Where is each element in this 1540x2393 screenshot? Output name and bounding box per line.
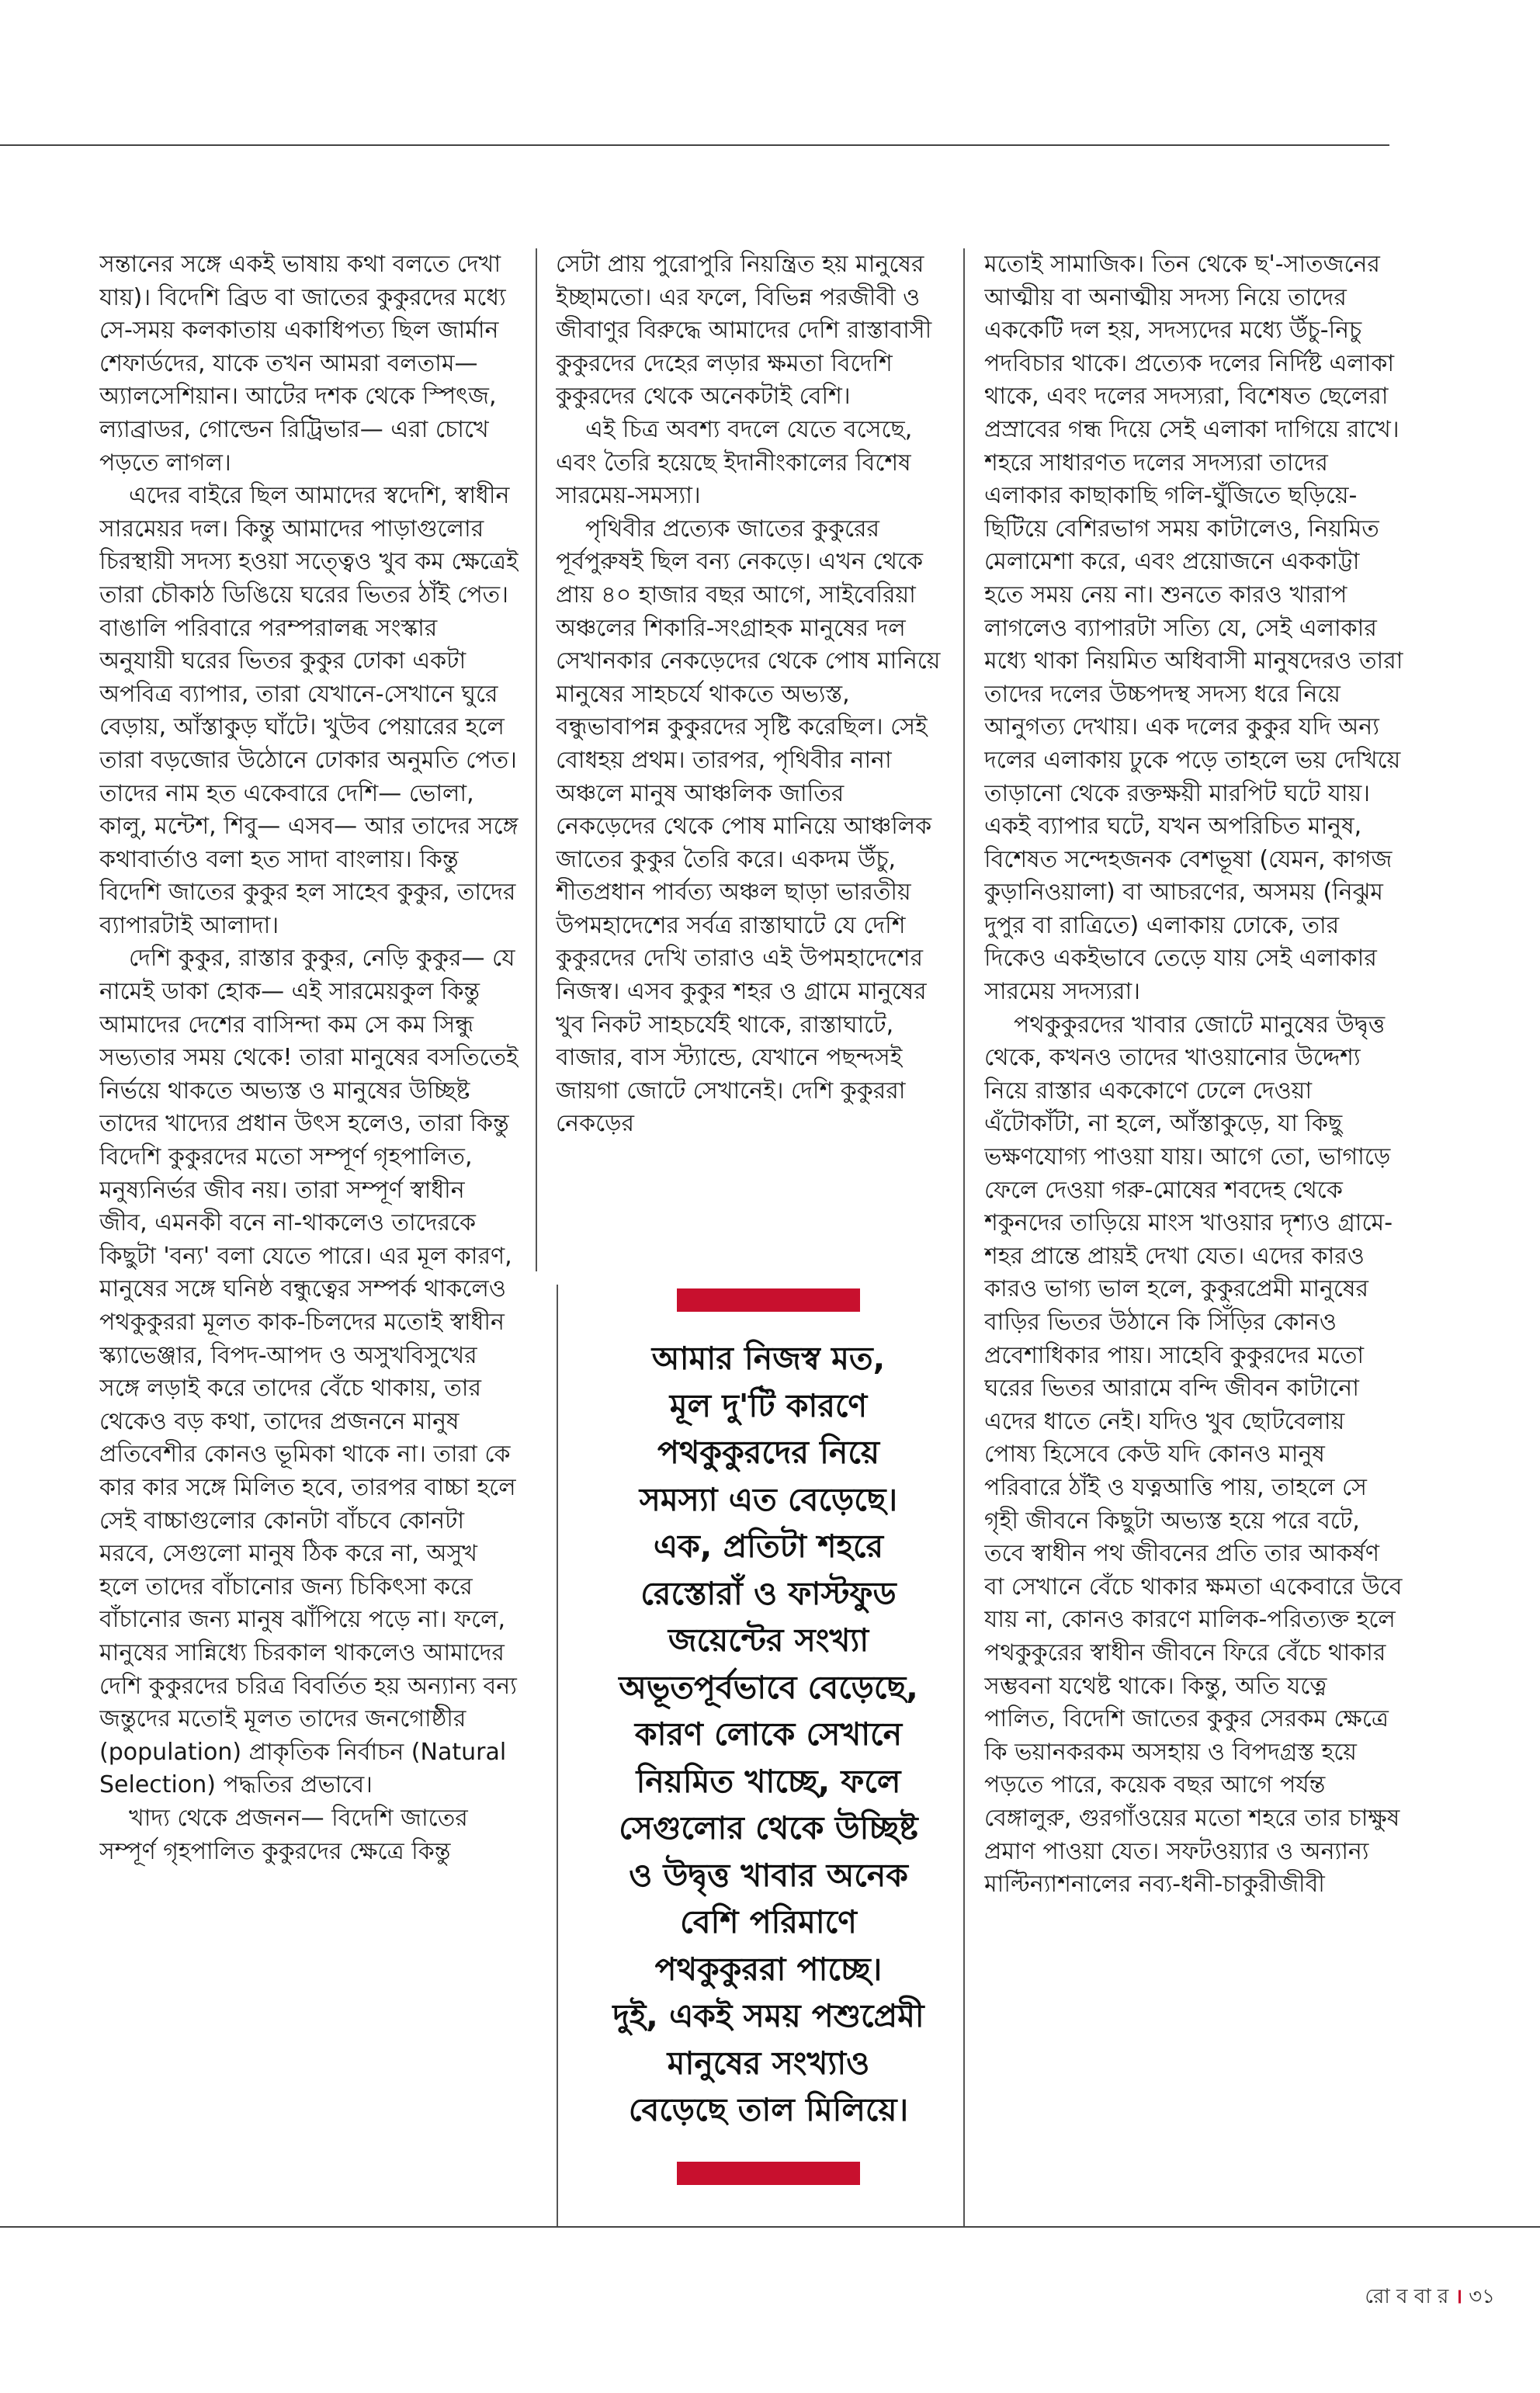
pull-quote-line: আমার নিজস্ব মত,	[651, 1340, 886, 1377]
pull-quote-line: দুই, একই সময় পশুপ্রেমী	[612, 1997, 924, 2034]
pull-quote-line: পথকুকুররা পাচ্ছে।	[654, 1950, 883, 1988]
pull-quote-bottom-bar	[677, 2162, 860, 2185]
pull-quote-line: কারণ লোকে সেখানে	[634, 1715, 903, 1753]
paragraph: সন্তানের সঙ্গে একই ভাষায় কথা বলতে দেখা যায়)। বিদেশি ব্রিড বা জাতের কুকুরদের মধ্যে সে-সময় কলকাতায় একাধিপত্য ছিল জার্মান শেফার্ডদের, যাকে তখন আমরা বলতাম— অ্যালসেশিয়ান। আটের দশক থেকে স্পিৎজ, ল্যাব্রাডর, গোল্ডেন রিট্রিভার— এরা চোখে পড়তে লাগল।	[99, 251, 506, 477]
pull-quote-line: সমস্যা এত বেড়েছে।	[639, 1480, 898, 1518]
paragraph: দেশি কুকুর, রাস্তার কুকুর, নেড়ি কুকুর— যে নামেই ডাকা হোক— এই সারমেয়কুল কিন্তু আমাদের দেশের বাসিন্দা কম সে কম সিন্ধু সভ্যতার সময় থেকে! তারা মানুষের বসতিতেই নির্ভয়ে থাকতে অভ্যস্ত ও মানুষের উচ্ছিষ্ট তাদের খাদ্যের প্রধান উৎস হলেও, তারা কিন্তু বিদেশি কুকুরদের মতো সম্পূর্ণ গৃহপালিত, মনুষ্যনির্ভর জীব নয়। তারা সম্পূর্ণ স্বাধীন জীব, এমনকী বনে না-থাকলেও তাদেরকে কিছুটা 'বন্য' বলা যেতে পারে। এর মূল কারণ, মানুষের সঙ্গে ঘনিষ্ঠ বন্ধুত্বের সম্পর্ক থাকলেও পথকুকুররা মূলত কাক-চিলদের মতোই স্বাধীন স্ক্যাভেঞ্জার, বিপদ-আপদ ও অসুখবিসুখের সঙ্গে লড়াই করে তাদের বেঁচে থাকায়, তার থেকেও বড় কথা, তাদের প্রজননে মানুষ প্রতিবেশীর কোনও ভূমিকা থাকে না। তারা কে কার কার সঙ্গে মিলিত হবে, তারপর বাচ্চা হলে সেই বাচ্চাগুলোর কোনটা বাঁচবে কোনটা মরবে, সেগুলো মানুষ ঠিক করে না, অসুখ হলে তাদের বাঁচানোর জন্য চিকিৎসা করে বাঁচানোর জন্য মানুষ ঝাঁপিয়ে পড়ে না। ফলে, মানুষের সান্নিধ্যে চিরকাল থাকলেও আমাদের দেশি কুকুরদের চরিত্র বিবর্তিত হয় অন্যান্য বন্য জন্তুদের মতোই মূলত তাদের জনগোষ্ঠীর (population) প্রাকৃতিক নির্বাচন (Natural Selection) পদ্ধতির প্রভাবে।	[99, 945, 519, 1799]
pull-quote-line: মূল দু'টি কারণে	[669, 1386, 868, 1424]
magazine-name: রো ব বা র	[1365, 2285, 1449, 2308]
article-column-2	[556, 248, 944, 1257]
paragraph: এদের বাইরে ছিল আমাদের স্বদেশি, স্বাধীন সারমেয়র দল। কিন্তু আমাদের পাড়াগুলোর চিরস্থায়ী সদস্য হওয়া সত্ত্বেও খুব কম ক্ষেত্রেই তারা চৌকাঠ ডিঙিয়ে ঘরের ভিতর ঠাঁই পেত। বাঙালি পরিবারে পরম্পরালব্ধ সংস্কার অনুযায়ী ঘরের ভিতর কুকুর ঢোকা একটা অপবিত্র ব্যাপার, তারা যেখানে-সেখানে ঘুরে বেড়ায়, আঁস্তাকুড় ঘাঁটে। খুউব পেয়ারের হলে তারা বড়জোর উঠোনে ঢোকার অনুমতি পেত। তাদের নাম হত একেবারে দেশি— ভোলা, কালু, মন্টেশ, শিবু— এসব— আর তাদের সঙ্গে কথাবার্তাও বলা হত সাদা বাংলায়। কিন্তু বিদেশি জাতের কুকুর হল সাহেব কুকুর, তাদের ব্যাপারটাই আলাদা।	[99, 482, 519, 939]
article-column-1	[99, 248, 519, 2204]
pull-quote-line: ও উদ্বৃত্ত খাবার অনেক	[629, 1856, 908, 1894]
bottom-rule	[0, 2226, 1540, 2228]
pull-quote-line: অভূতপূর্বভাবে বেড়েছে,	[619, 1668, 918, 1706]
column-separator-left-lower	[557, 1285, 558, 2226]
pull-quote-line: নিয়মিত খাচ্ছে, ফলে	[636, 1762, 901, 1800]
pull-quote-line: মানুষের সংখ্যাও	[667, 2044, 870, 2082]
paragraph: মতোই সামাজিক। তিন থেকে ছ'-সাতজনের আত্মীয় বা অনাত্মীয় সদস্য নিয়ে তাদের এককেটি দল হয়, সদস্যদের মধ্যে উঁচু-নিচু পদবিচার থাকে। প্রত্যেক দলের নির্দিষ্ট এলাকা থাকে, এবং দলের সদস্যরা, বিশেষত ছেলেরা প্রস্রাবের গন্ধ দিয়ে সেই এলাকা দাগিয়ে রাখে। শহরে সাধারণত দলের সদস্যরা তাদের এলাকার কাছাকাছি গলি-ঘুঁজিতে ছড়িয়ে-ছিটিয়ে বেশিরভাগ সময় কাটালেও, নিয়মিত মেলামেশা করে, এবং প্রয়োজনে এককাট্টা হতে সময় নেয় না। শুনতে কারও খারাপ লাগলেও ব্যাপারটা সত্যি যে, সেই এলাকার মধ্যে থাকা নিয়মিত অধিবাসী মানুষদেরও তারা তাদের দলের উচ্চপদস্থ সদস্য ধরে নিয়ে আনুগত্য দেখায়। এক দলের কুকুর যদি অন্য দলের এলাকায় ঢুকে পড়ে তাহলে ভয় দেখিয়ে তাড়ানো থেকে রক্তক্ষয়ী মারপিট ঘটে যায়। একই ব্যাপার ঘটে, যখন অপরিচিত মানুষ, বিশেষত সন্দেহজনক বেশভূষা (যেমন, কাগজ কুড়ানিওয়ালা) বা আচরণের, অসময় (নিঝুম দুপুর বা রাত্রিতে) এলাকায় ঢোকে, তার দিকেও একইভাবে তেড়ে যায় সেই এলাকার সারমেয় সদস্যরা।	[984, 251, 1403, 1006]
pull-quote-top-bar	[677, 1288, 860, 1312]
page-number: ৩১	[1469, 2285, 1495, 2308]
paragraph: সেটা প্রায় পুরোপুরি নিয়ন্ত্রিত হয় মানুষের ইচ্ছামতো। এর ফলে, বিভিন্ন পরজীবী ও জীবাণুর বিরুদ্ধে আমাদের দেশি রাস্তাবাসী কুকুরদের দেহের লড়ার ক্ষমতা বিদেশি কুকুরদের থেকে অনেকটাই বেশি।	[556, 251, 932, 411]
paragraph: পথকুকুরদের খাবার জোটে মানুষের উদ্বৃত্ত থেকে, কখনও তাদের খাওয়ানোর উদ্দেশ্য নিয়ে রাস্তার এককোণে ঢেলে দেওয়া এঁটোকাঁটা, না হলে, আঁস্তাকুড়ে, যা কিছু ভক্ষণযোগ্য পাওয়া যায়। আগে তো, ভাগাড়ে ফেলে দেওয়া গরু-মোষের শবদেহ থেকে শকুনদের তাড়িয়ে মাংস খাওয়ার দৃশ্যও গ্রামে-শহর প্রান্তে প্রায়ই দেখা যেত। এদের কারও কারও ভাগ্য ভাল হলে, কুকুরপ্রেমী মানুষের বাড়ির ভিতর উঠানে কি সিঁড়ির কোনও প্রবেশাধিকার পায়। সাহেবি কুকুরদের মতো ঘরের ভিতর আরামে বন্দি জীবন কাটানো এদের ধাতে নেই। যদিও খুব ছোটবেলায় পোষ্য হিসেবে কেউ যদি কোনও মানুষ পরিবারে ঠাঁই ও যত্নআত্তি পায়, তাহলে সে গৃহী জীবনে কিছুটা অভ্যস্ত হয়ে পরে বটে, তবে স্বাধীন পথ জীবনের প্রতি তার আকর্ষণ বা সেখানে বেঁচে থাকার ক্ষমতা একেবারে উবে যায় না, কোনও কারণে মালিক-পরিত্যক্ত হলে পথকুকুরের স্বাধীন জীবনে ফিরে বেঁচে থাকার সম্ভবনা যথেষ্ট থাকে। কিন্তু, অতি যত্নে পালিত, বিদেশি জাতের কুকুর সেরকম ক্ষেত্রে কি ভয়ানকরকম অসহায় ও বিপদগ্রস্ত হয়ে পড়তে পারে, কয়েক বছর আগে পর্যন্ত বেঙ্গালুরু, গুরগাঁওয়ের মতো শহরে তার চাক্ষুষ প্রমাণ পাওয়া যেত। সফটওয়্যার ও অন্যান্য মাল্টিন্যাশনালের নব্য-ধনী-চাকুরীজীবী	[984, 1011, 1403, 1899]
pull-quote	[574, 1335, 962, 2134]
pull-quote-line: বেশি পরিমাণে	[680, 1903, 857, 1940]
pull-quote-line: সেগুলোর থেকে উচ্ছিষ্ট	[619, 1809, 918, 1847]
top-rule	[0, 144, 1389, 146]
paragraph: এই চিত্র অবশ্য বদলে যেতে বসেছে, এবং তৈরি হয়েছে ইদানীংকালের বিশেষ সারমেয়-সমস্যা।	[556, 415, 913, 510]
page-footer	[1365, 2280, 1495, 2315]
pull-quote-line: এক, প্রতিটা শহরে	[653, 1528, 884, 1565]
pull-quote-line: জয়েন্টের সংখ্যা	[668, 1621, 869, 1659]
folio-separator: ।	[1455, 2285, 1463, 2308]
pull-quote-line: রেস্তোরাঁ ও ফাস্টফুড	[640, 1574, 897, 1612]
pull-quote-line: পথকুকুরদের নিয়ে	[657, 1434, 879, 1471]
paragraph: পৃথিবীর প্রত্যেক জাতের কুকুরের পূর্বপুরুষই ছিল বন্য নেকড়ে। এখন থেকে প্রায় ৪০ হাজার বছর আগে, সাইবেরিয়া অঞ্চলের শিকারি-সংগ্রাহক মানুষের দল সেখানকার নেকড়েদের থেকে পোষ মানিয়ে মানুষের সাহচর্যে থাকতে অভ্যস্ত, বন্ধুভাবাপন্ন কুকুরদের সৃষ্টি করেছিল। সেই বোধহয় প্রথম। তারপর, পৃথিবীর নানা অঞ্চলে মানুষ আঞ্চলিক জাতির নেকড়েদের থেকে পোষ মানিয়ে আঞ্চলিক জাতের কুকুর তৈরি করে। একদম উঁচু, শীতপ্রধান পার্বত্য অঞ্চল ছাড়া ভারতীয় উপমহাদেশের সর্বত্র রাস্তাঘাটে যে দেশি কুকুরদের দেখি তারাও এই উপমহাদেশের নিজস্ব। এসব কুকুর শহর ও গ্রামে মানুষের খুব নিকট সাহচর্যেই থাকে, রাস্তাঘাটে, বাজার, বাস স্ট্যান্ডে, যেখানে পছন্দসই জায়গা জোটে সেখানেই। দেশি কুকুররা নেকড়ের	[556, 515, 941, 1138]
paragraph: খাদ্য থেকে প্রজনন— বিদেশি জাতের সম্পূর্ণ গৃহপালিত কুকুরদের ক্ষেত্রে কিন্তু	[99, 1804, 468, 1865]
pull-quote-line: বেড়েছে তাল মিলিয়ে।	[628, 2091, 909, 2128]
article-column-3	[984, 248, 1403, 2204]
column-separator-left-upper	[536, 248, 537, 1271]
column-separator-right	[963, 248, 965, 2226]
